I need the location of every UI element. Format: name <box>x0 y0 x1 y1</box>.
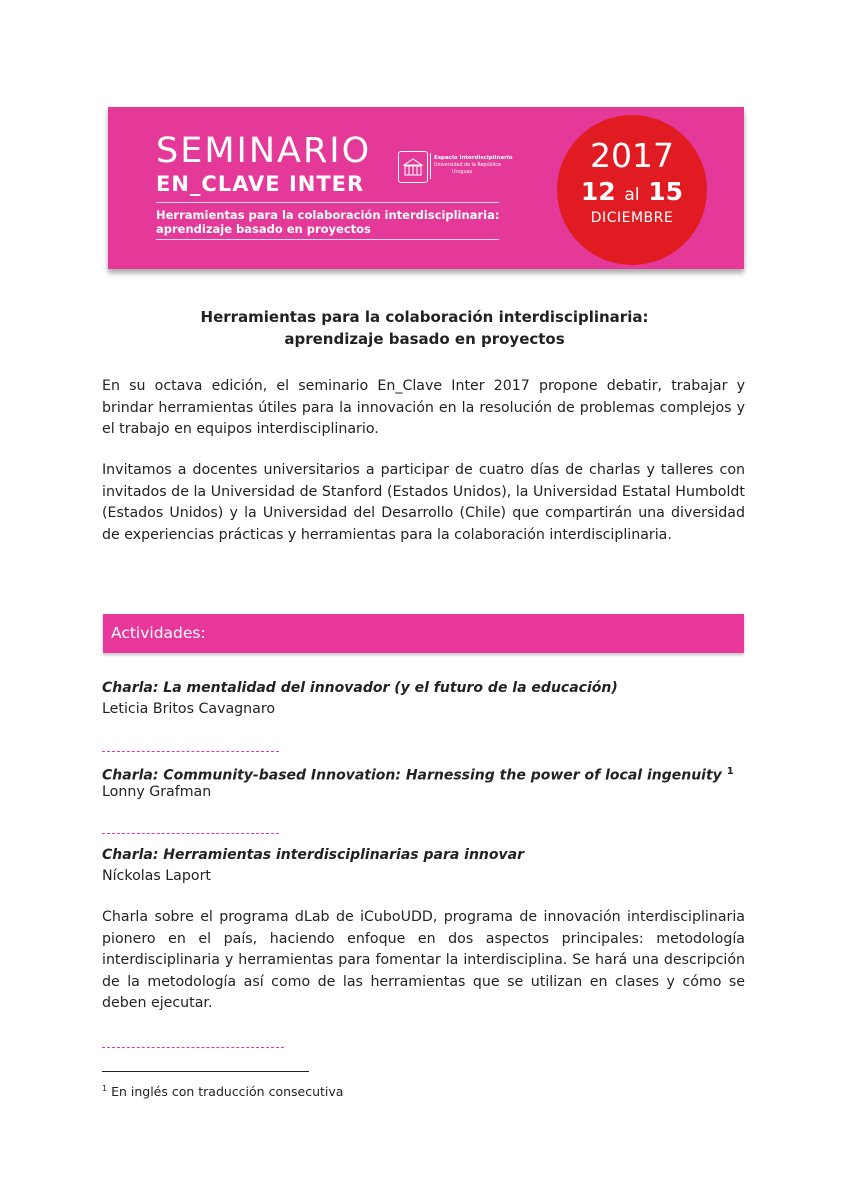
badge-date-connector: al <box>624 185 640 205</box>
dashed-separator <box>102 751 279 752</box>
badge-date-end: 15 <box>648 177 684 206</box>
dashed-separator <box>102 833 279 834</box>
footnote <box>102 1081 343 1100</box>
talk-speaker: Níckolas Laport <box>102 868 211 884</box>
logo-text-primary: Espacio Interdisciplinario <box>434 155 513 161</box>
footnote-number: 1 <box>102 1084 108 1093</box>
logo-text-country: Uruguay <box>452 170 473 175</box>
intro-paragraph: En su octava edición, el seminario En_Clave Inter 2017 propone debatir, trabajar y brindar herramientas útiles para la innovación en la resolución de problemas complejos y el trabajo en equipos interdisciplinario. <box>102 378 745 437</box>
dashed-separator <box>102 1047 284 1048</box>
talk-title <box>102 678 745 698</box>
talk-description: Charla sobre el programa dLab de iCuboUDD, programa de innovación interdisciplinaria pionero en el país, haciendo enfoque en dos aspectos principales: metodología interdisciplinaria y herramientas para fomentar la interdisciplina. Se hará una descripción de la metodología así como de las herramientas que se utilizan en clases y cómo se deben ejecutar. <box>102 909 745 1011</box>
talk-title-text: Charla: La mentalidad del innovador (y el futuro de la educación) <box>102 680 618 696</box>
document-title <box>100 306 749 350</box>
talk-title <box>102 845 745 865</box>
banner-subtitle <box>156 208 499 236</box>
activities-section-header <box>103 614 744 653</box>
badge-date-start: 12 <box>580 177 616 206</box>
footnote-text: En inglés con traducción consecutiva <box>107 1084 344 1100</box>
talk-speaker: Leticia Britos Cavagnaro <box>102 701 276 717</box>
talk-title-text: Charla: Community-based Innovation: Harnessing the power of local ingenuity <box>102 767 722 784</box>
document-title-line1: Herramientas para la colaboración interdisciplinaria: <box>200 308 649 326</box>
document-title-line2: aprendizaje basado en proyectos <box>284 330 565 348</box>
university-seal-icon <box>398 151 428 183</box>
badge-date-range <box>557 177 707 210</box>
banner-title: SEMINARIO <box>156 131 372 171</box>
activities-heading: Actividades: <box>111 624 206 642</box>
seminar-banner <box>108 107 744 269</box>
invitation-paragraph: Invitamos a docentes universitarios a participar de cuatro días de charlas y talleres con invitados de la Universidad de Stanford (Estados Unidos), la Universidad Estatal Humboldt (Estados Unidos) y la Universidad del Desarrollo (Chile) que compartirán una diversidad de experiencias prácticas y herramientas para la colaboración interdisciplinaria. <box>102 462 745 543</box>
badge-month: DICIEMBRE <box>590 210 674 226</box>
banner-divider <box>156 202 499 203</box>
talk-title-text: Charla: Herramientas interdisciplinarias para innovar <box>102 847 524 863</box>
footnote-reference: 1 <box>726 766 734 777</box>
footnote-rule <box>102 1071 309 1072</box>
logo-divider <box>430 153 431 179</box>
banner-title-secondary: EN_CLAVE INTER <box>156 172 365 196</box>
badge-year: 2017 <box>590 136 674 175</box>
talk-speaker: Lonny Grafman <box>102 784 212 800</box>
logo-text-secondary: Universidad de la República <box>434 163 501 168</box>
university-logo <box>398 149 528 185</box>
date-badge <box>557 115 707 265</box>
banner-subtitle-line1: Herramientas para la colaboración interdisciplinaria: <box>156 208 500 222</box>
banner-divider-bottom <box>156 239 499 240</box>
banner-subtitle-line2: aprendizaje basado en proyectos <box>156 222 371 236</box>
